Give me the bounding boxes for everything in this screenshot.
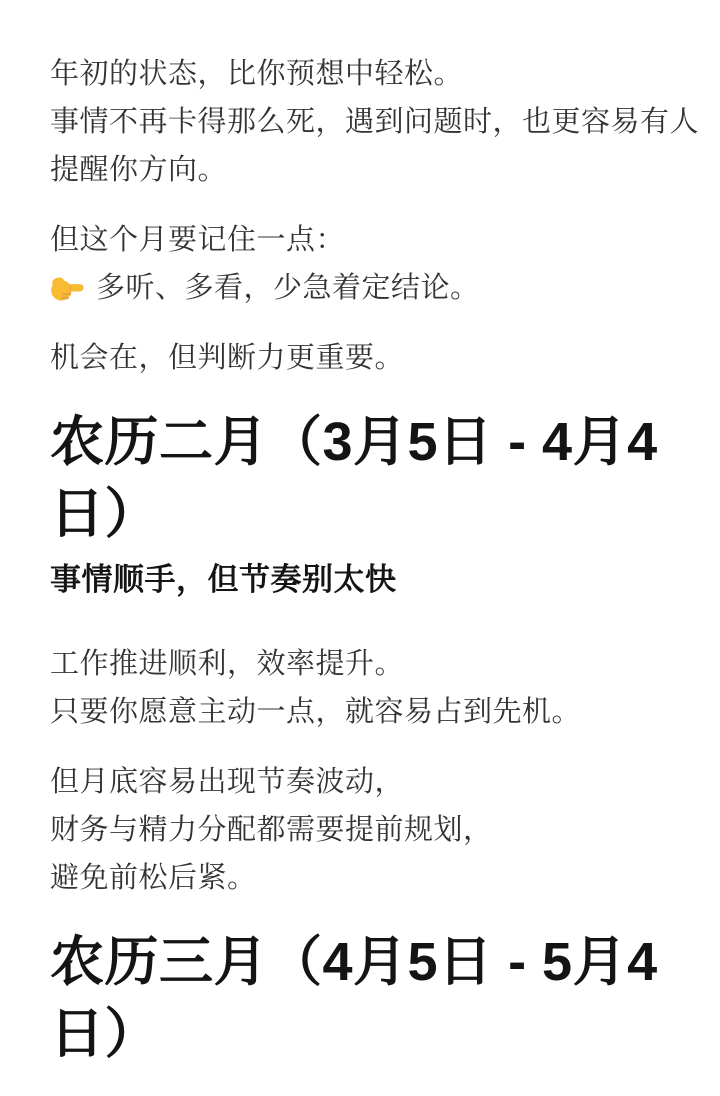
tip-line xyxy=(50,272,480,304)
february-p2-line-1: 但月底容易出现节奏波动， xyxy=(50,766,405,798)
conclusion-paragraph xyxy=(50,334,702,382)
february-p1-line-2: 只要你愿意主动一点，就容易占到先机。 xyxy=(50,696,582,728)
intro-paragraph xyxy=(50,50,702,194)
reminder-line: 但这个月要记住一点： xyxy=(50,224,346,256)
month-heading-lunar-february: 农历二月（3月5日 - 4月4日） xyxy=(50,412,658,544)
pointing-right-emoji xyxy=(50,273,84,302)
tip-text: 多听、多看，少急着定结论。 xyxy=(96,272,480,304)
month-heading-lunar-march: 农历三月（4月5日 - 5月4日） xyxy=(50,932,658,1064)
february-paragraph-2 xyxy=(50,758,702,902)
intro-line-2: 事情不再卡得那么死，遇到问题时，也更容易有人提醒你方向。 xyxy=(50,106,700,186)
conclusion-line: 机会在，但判断力更重要。 xyxy=(50,342,405,374)
month-subheading-lunar-february: 事情顺手，但节奏别太快 xyxy=(50,562,397,597)
intro-line-1: 年初的状态，比你预想中轻松。 xyxy=(50,58,464,90)
february-paragraph-1 xyxy=(50,640,702,736)
february-p2-line-2: 财务与精力分配都需要提前规划， xyxy=(50,814,493,846)
february-p2-line-3: 避免前松后紧。 xyxy=(50,862,257,894)
february-p1-line-1: 工作推进顺利，效率提升。 xyxy=(50,648,405,680)
reminder-paragraph xyxy=(50,216,702,312)
